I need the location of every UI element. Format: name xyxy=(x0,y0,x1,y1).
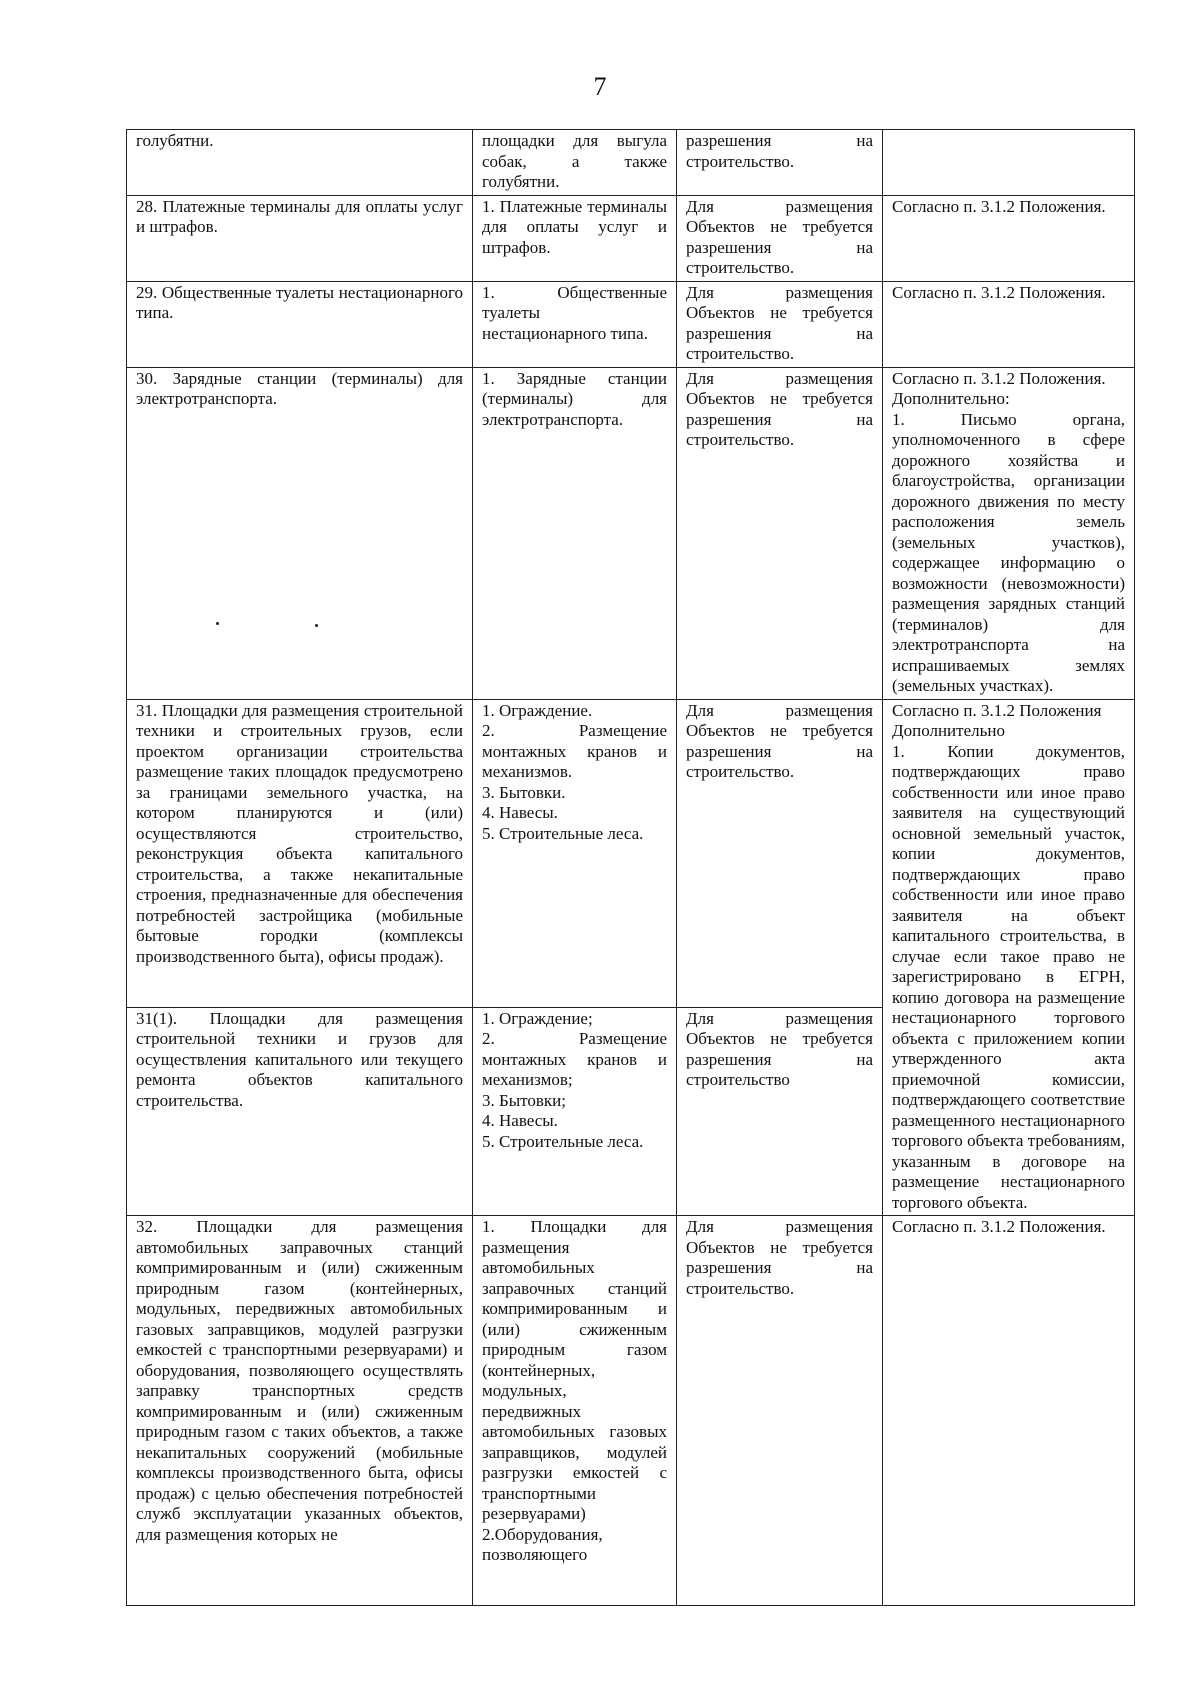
table-row xyxy=(127,367,1135,699)
scan-speck xyxy=(315,624,318,627)
type-item: 1. Ограждение; xyxy=(482,1008,593,1028)
docs-line: Согласно п. 3.1.2 Положения. xyxy=(892,368,1106,388)
permit-text: Для размещения Объектов не требуется разрешения на строительство. xyxy=(686,196,873,277)
type-item: 3. Бытовки. xyxy=(482,782,566,802)
type-item: 1. Платежные терминалы для оплаты услуг и штрафов. xyxy=(482,196,667,257)
table-row xyxy=(127,699,1135,1007)
docs-line: Дополнительно xyxy=(892,721,1005,740)
types-cell xyxy=(473,130,677,196)
docs-line: Согласно п. 3.1.2 Положения xyxy=(892,700,1102,720)
permit-cell xyxy=(677,699,883,1007)
object-cell xyxy=(127,699,473,1007)
permit-text: Для размещения Объектов не требуется разрешения на строительство. xyxy=(686,368,873,449)
permit-cell xyxy=(677,281,883,367)
types-cell xyxy=(473,281,677,367)
type-item: 4. Навесы. xyxy=(482,803,558,822)
permit-text: Для размещения Объектов не требуется разрешения на строительство. xyxy=(686,700,873,781)
types-cell xyxy=(473,1216,677,1606)
object-cell xyxy=(127,367,473,699)
type-item: 5. Строительные леса. xyxy=(482,1131,644,1151)
docs-line: Согласно п. 3.1.2 Положения. xyxy=(892,196,1106,216)
type-item: площадки для выгула собак, а также голубятни. xyxy=(482,131,667,191)
permit-cell xyxy=(677,195,883,281)
object-text: 29. Общественные туалеты нестационарного типа. xyxy=(136,282,463,322)
docs-line: Дополнительно: xyxy=(892,389,1010,408)
type-item: 2. Размещение монтажных кранов и механизмов. xyxy=(482,721,667,781)
docs-cell xyxy=(883,699,1135,1216)
object-cell xyxy=(127,1216,473,1606)
permit-text: Для размещения Объектов не требуется разрешения на строительство. xyxy=(686,1217,873,1298)
permit-cell xyxy=(677,130,883,196)
types-cell xyxy=(473,367,677,699)
permit-text: Для размещения Объектов не требуется разрешения на строительство xyxy=(686,1008,873,1090)
type-item: 2. Размещение монтажных кранов и механизмов; xyxy=(482,1029,667,1090)
regulation-table xyxy=(126,129,1135,1606)
table-row xyxy=(127,1216,1135,1606)
docs-line: 1. Письмо органа, уполномоченного в сфере дорожного хозяйства и благоустройства, организации дорожного движения по месту расположения земель (земельных участков), содержащее информацию о возможности (невозможности) размещения зарядных станций (терминалов) для электротранспорта на испрашиваемых землях (земельных участках). xyxy=(892,409,1125,695)
object-cell xyxy=(127,1007,473,1215)
types-cell xyxy=(473,699,677,1007)
types-cell xyxy=(473,1007,677,1215)
object-cell xyxy=(127,130,473,196)
type-item: 1. Ограждение. xyxy=(482,700,593,720)
object-text: 31(1). Площадки для размещения строительной техники и грузов для осуществления капитального или текущего ремонта объектов капитального строительства. xyxy=(136,1008,463,1110)
permit-text: Для размещения Объектов не требуется разрешения на строительство. xyxy=(686,282,873,363)
docs-cell xyxy=(883,281,1135,367)
table-row xyxy=(127,281,1135,367)
object-text: 28. Платежные терминалы для оплаты услуг и штрафов. xyxy=(136,196,463,236)
scan-speck xyxy=(216,622,219,625)
type-item: 1. Общественные туалеты нестационарного типа. xyxy=(482,282,667,343)
docs-cell xyxy=(883,1216,1135,1606)
permit-cell xyxy=(677,367,883,699)
docs-cell xyxy=(883,195,1135,281)
type-item: 1. Площадки для размещения автомобильных заправочных станций компримированным и (или) сжиженным природным газом (контейнерных, модульных, передвижных автомобильных газовых заправщиков, модулей разгрузки емкостей с транспортными резервуарами) xyxy=(482,1217,667,1523)
docs-cell xyxy=(883,130,1135,196)
table-row xyxy=(127,130,1135,196)
types-cell xyxy=(473,195,677,281)
object-text: 32. Площадки для размещения автомобильных заправочных станций компримированным и (или) сжиженным природным газом (контейнерных, модульных, передвижных автомобильных газовых заправщиков, модулей разгрузки емкостей с транспортными резервуарами) и оборудования, позволяющего осуществлять заправку транспортных средств компримированным и (или) сжиженным природным газом с таких объектов, а также некапитальных сооружений (мобильные комплексы производственного быта, офисы продаж) с целью обеспечения потребностей служб эксплуатации указанных объектов, для размещения которых не xyxy=(136,1217,463,1544)
docs-line: 1. Копии документов, подтверждающих право собственности или иное право заявителя на существующий основной земельный участок, копии документов, подтверждающих право собственности или иное право заявителя на объект капитального строительства, в случае если такое право не зарегистрировано в ЕГРН, копию договора на размещение нестационарного торгового объекта с приложением копии утвержденного акта приемочной комиссии, подтверждающего соответствие размещенного нестационарного торгового объекта требованиям, указанным в договоре на размещение нестационарного торгового объекта. xyxy=(892,741,1125,1212)
page-number: 7 xyxy=(593,72,607,101)
object-text: голубятни. xyxy=(136,131,214,150)
permit-cell xyxy=(677,1216,883,1606)
type-item: 4. Навесы. xyxy=(482,1111,558,1131)
docs-line: Согласно п. 3.1.2 Положения. xyxy=(892,1217,1106,1236)
object-text: 30. Зарядные станции (терминалы) для электротранспорта. xyxy=(136,368,463,408)
object-text: 31. Площадки для размещения строительной техники и строительных грузов, если проектом организации строительства размещение таких площадок предусмотрено за границами земельного участка, на котором планируются и (или) осуществляются строительство, реконструкция объекта капитального строительства, а также некапитальные строения, предназначенные для обеспечения потребностей застройщика (мобильные бытовые городки (комплексы производственного быта), офисы продаж). xyxy=(136,700,463,966)
type-item: 5. Строительные леса. xyxy=(482,823,644,843)
object-cell xyxy=(127,281,473,367)
docs-cell xyxy=(883,367,1135,699)
permit-text: разрешения на строительство. xyxy=(686,131,873,171)
table-row xyxy=(127,195,1135,281)
object-cell xyxy=(127,195,473,281)
type-item: 1. Зарядные станции (терминалы) для электротранспорта. xyxy=(482,368,667,429)
permit-cell xyxy=(677,1007,883,1215)
docs-line: Согласно п. 3.1.2 Положения. xyxy=(892,282,1106,302)
type-item: 3. Бытовки; xyxy=(482,1090,566,1110)
type-item: 2.Оборудования, позволяющего xyxy=(482,1524,603,1564)
